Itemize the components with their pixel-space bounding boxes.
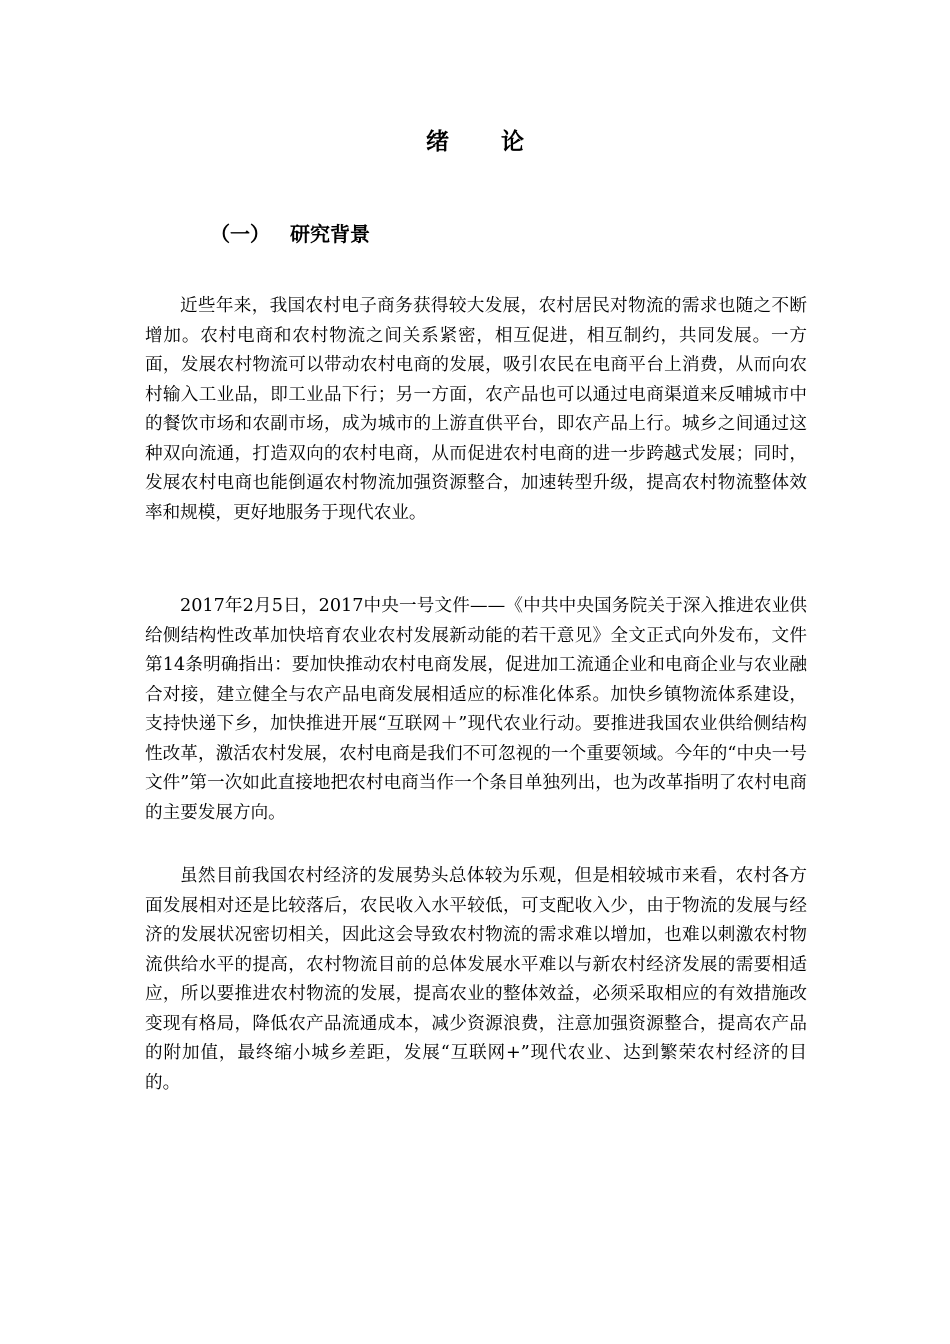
section-heading-text: 研究背景 (290, 222, 370, 246)
paragraph-1: 近些年来，我国农村电子商务获得较大发展，农村居民对物流的需求也随之不断增加。农村电商和农村物流之间关系紧密，相互促进，相互制约，共同发展。一方面，发展农村物流可以带动农村电商的发展，吸引农民在电商平台上消费，从而向农村输入工业品，即工业品下行；另一方面，农产品也可以通过电商渠道来反哺城市中的餐饮市场和农副市场，成为城市的上游直供平台，即农产品上行。城乡之间通过这种双向流通，打造双向的农村电商，从而促进农村电商的进一步跨越式发展；同时，发展农村电商也能倒逼农村物流加强资源整合，加速转型升级，提高农村物流整体效率和规模，更好地服务于现代农业。 (145, 296, 807, 523)
section-number: （一） (210, 222, 270, 246)
paragraph-2: 2017年2月5日，2017中央一号文件——《中共中央国务院关于深入推进农业供给侧结构性改革加快培育农业农村发展新动能的若干意见》全文正式向外发布，文件第14条明确指出：要加快推动农村电商发展，促进加工流通企业和电商企业与农业融合对接，建立健全与农产品电商发展相适应的标准化体系。加快乡镇物流体系建设，支持快递下乡，加快推进开展“互联网＋”现代农业行动。要推进我国农业供给侧结构性改革，激活农村发展，农村电商是我们不可忽视的一个重要领域。今年的“中央一号文件”第一次如此直接地把农村电商当作一个条目单独列出，也为改革指明了农村电商的主要发展方向。 (145, 596, 807, 823)
paragraph-3: 虽然目前我国农村经济的发展势头总体较为乐观，但是相较城市来看，农村各方面发展相对还是比较落后，农民收入水平较低，可支配收入少，由于物流的发展与经济的发展状况密切相关，因此这会导致农村物流的需求难以增加，也难以刺激农村物流供给水平的提高，农村物流目前的总体发展水平难以与新农村经济发展的需要相适应，所以要推进农村物流的发展，提高农业的整体效益，必须采取相应的有效措施改变现有格局，降低农产品流通成本，减少资源浪费，注意加强资源整合，提高农产品的附加值，最终缩小城乡差距，发展“互联网+”现代农业、达到繁荣农村经济的目的。 (145, 866, 807, 1093)
section-heading (210, 218, 370, 250)
document-title: 绪 论 (425, 128, 546, 155)
